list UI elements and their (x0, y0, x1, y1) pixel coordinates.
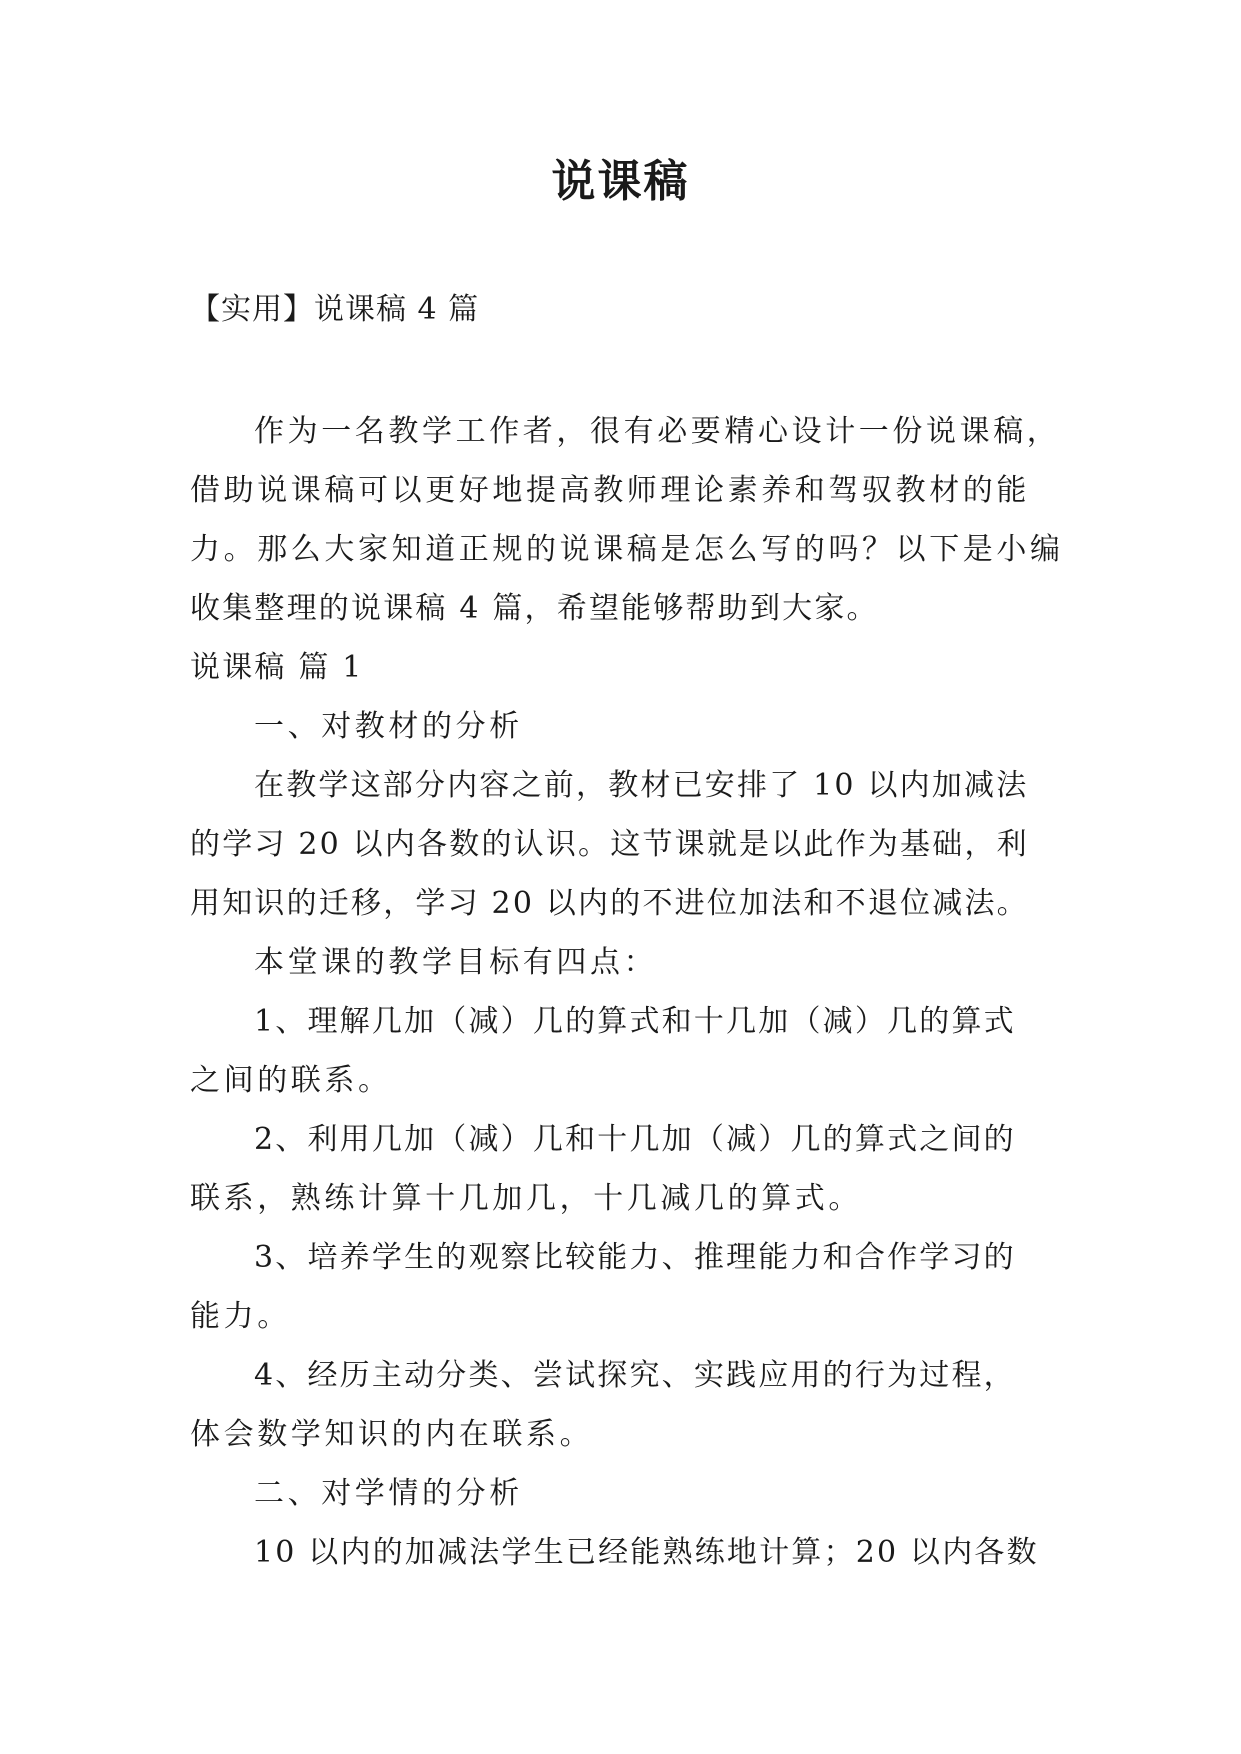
body-line: 在教学这部分内容之前，教材已安排了 10 以内加减法 (254, 768, 1029, 803)
document-body (190, 402, 1064, 1582)
body-line: 4、经历主动分类、尝试探究、实践应用的行为过程， (254, 1358, 1016, 1393)
body-line: 说课稿 篇 1 (190, 650, 364, 685)
body-line: 二、对学情的分析 (254, 1476, 523, 1511)
body-line: 本堂课的教学目标有四点： (254, 945, 658, 980)
body-line: 的学习 20 以内各数的认识。这节课就是以此作为基础，利 (190, 827, 1029, 862)
body-line: 1、理解几加（减）几的算式和十几加（减）几的算式 (254, 1004, 1016, 1039)
body-line: 3、培养学生的观察比较能力、推理能力和合作学习的 (254, 1240, 1016, 1275)
body-line: 力。那么大家知道正规的说课稿是怎么写的吗？以下是小编 (190, 532, 1064, 567)
body-line: 10 以内的加减法学生已经能熟练地计算；20 以内各数 (254, 1535, 1039, 1570)
body-line: 作为一名教学工作者，很有必要精心设计一份说课稿， (254, 414, 1061, 449)
body-line: 体会数学知识的内在联系。 (190, 1417, 594, 1452)
body-line: 能力。 (190, 1299, 291, 1334)
body-line: 收集整理的说课稿 4 篇，希望能够帮助到大家。 (190, 591, 879, 626)
document-title: 说课稿 (551, 156, 690, 207)
body-line: 用知识的迁移，学习 20 以内的不进位加法和不退位减法。 (190, 886, 1029, 921)
body-line: 一、对教材的分析 (254, 709, 523, 744)
body-line: 借助说课稿可以更好地提高教师理论素养和驾驭教材的能 (190, 473, 1030, 508)
document-subtitle: 【实用】说课稿 4 篇 (190, 292, 480, 327)
body-line: 2、利用几加（减）几和十几加（减）几的算式之间的 (254, 1122, 1016, 1157)
body-line: 之间的联系。 (190, 1063, 392, 1098)
body-line: 联系，熟练计算十几加几，十几减几的算式。 (190, 1181, 862, 1216)
